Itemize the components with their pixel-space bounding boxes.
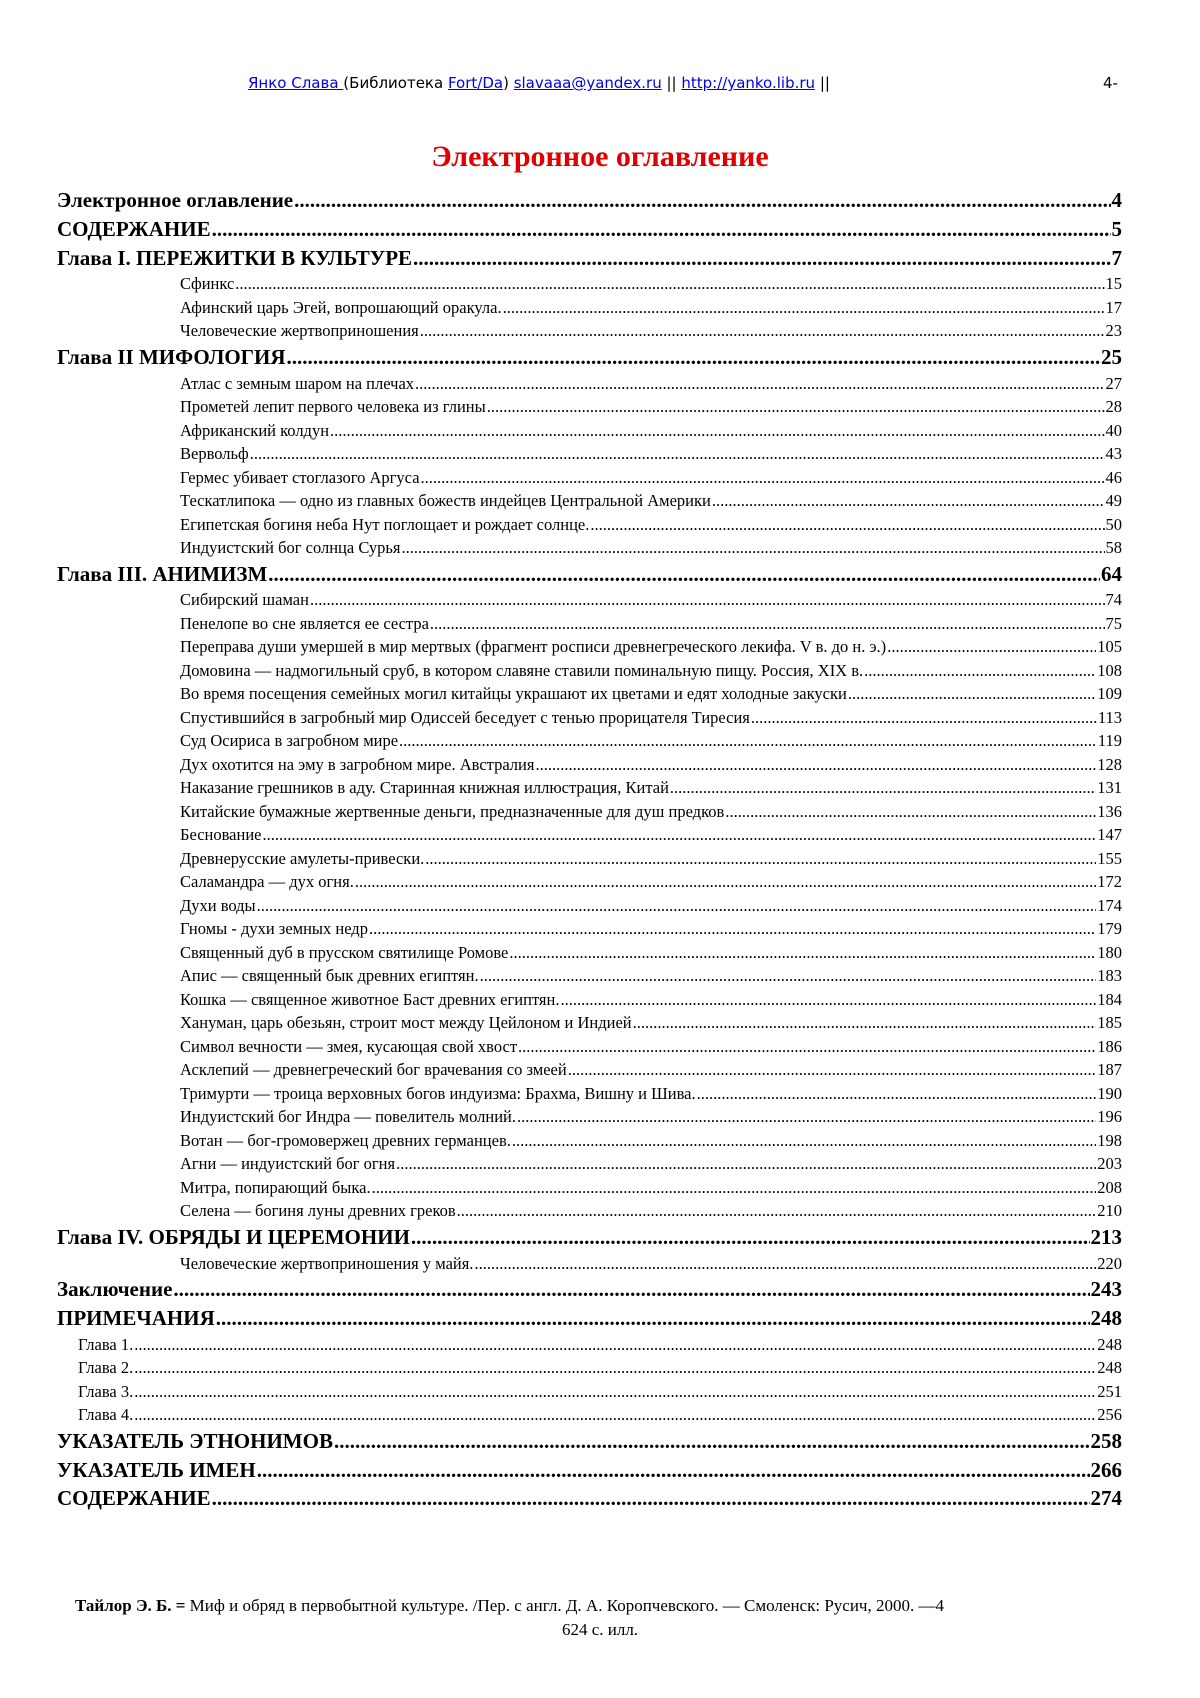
toc-entry[interactable] <box>57 635 1122 659</box>
toc-entry[interactable] <box>57 1356 1122 1380</box>
toc-entry[interactable] <box>57 1304 1122 1333</box>
toc-entry-page: 258 <box>1090 1428 1122 1453</box>
toc-entry-title: Глава 3. <box>78 1381 134 1401</box>
toc-dot-leader <box>712 489 1105 513</box>
toc-entry-title: Индуистский бог солнца Сурья <box>180 538 401 558</box>
toc-entry-title: УКАЗАТЕЛЬ ИМЕН <box>57 1457 256 1482</box>
toc-dot-leader <box>396 1152 1096 1176</box>
toc-entry-page: 187 <box>1097 1060 1122 1080</box>
toc-dot-leader <box>590 513 1104 537</box>
toc-dot-leader <box>355 870 1096 894</box>
toc-entry-page: 27 <box>1105 373 1122 393</box>
toc-entry[interactable] <box>57 847 1122 871</box>
toc-entry[interactable] <box>57 1199 1122 1223</box>
toc-entry[interactable] <box>57 917 1122 941</box>
toc-entry-title: Прометей лепит первого человека из глины <box>180 397 486 417</box>
toc-entry-page: 220 <box>1097 1253 1122 1273</box>
toc-dot-leader <box>216 1304 1090 1333</box>
library-label-close: ) <box>503 74 514 92</box>
toc-entry-title: Электронное оглавление <box>57 188 294 212</box>
toc-entry-page: 119 <box>1097 731 1122 751</box>
toc-entry-page: 203 <box>1097 1154 1122 1174</box>
toc-entry-title: Гермес убивает стоглазого Аргуса <box>180 467 420 487</box>
toc-dot-leader <box>369 917 1096 941</box>
toc-entry-page: 248 <box>1090 1306 1122 1331</box>
toc-dot-leader <box>263 823 1097 847</box>
toc-entry-page: 113 <box>1097 707 1122 727</box>
toc-entry-page: 274 <box>1090 1486 1122 1511</box>
toc-dot-leader <box>725 800 1096 824</box>
document-title: Электронное оглавление <box>431 140 769 173</box>
toc-entry-title: Заключение <box>57 1277 173 1302</box>
toc-entry-title: Глава IV. ОБРЯДЫ И ЦЕРЕМОНИИ <box>57 1224 410 1249</box>
toc-entry-page: 28 <box>1105 397 1122 417</box>
toc-entry-title: Кошка — священное животное Баст древних египтян. <box>180 989 560 1009</box>
toc-dot-leader <box>257 1456 1090 1485</box>
footer-citation: Миф и обряд в первобытной культуре. /Пер. с англ. Д. А. Коропчевского. — Смоленск: Русич, 2000. — <box>185 1596 936 1615</box>
toc-entry-page: 184 <box>1097 989 1122 1009</box>
toc-entry[interactable] <box>57 1058 1122 1082</box>
toc-entry-title: Человеческие жертвоприношения <box>180 321 419 341</box>
toc-entry-title: Гномы - духи земных недр <box>180 919 368 939</box>
toc-entry-page: 50 <box>1105 514 1122 534</box>
header-links-line <box>248 74 830 92</box>
toc-dot-leader <box>372 1176 1097 1200</box>
toc-dot-leader <box>212 1484 1090 1513</box>
toc-dot-leader <box>134 1403 1096 1427</box>
toc-entry[interactable] <box>57 823 1122 847</box>
toc-entry[interactable] <box>57 776 1122 800</box>
table-of-contents <box>57 186 1122 1513</box>
toc-entry-title: Глава I. ПЕРЕЖИТКИ В КУЛЬТУРЕ <box>57 245 413 270</box>
toc-entry-page: 179 <box>1097 919 1122 939</box>
toc-dot-leader <box>864 659 1096 683</box>
toc-entry-page: 248 <box>1097 1334 1122 1354</box>
toc-dot-leader <box>294 186 1110 215</box>
toc-entry-title: Спустившийся в загробный мир Одиссей беседует с тенью прорицателя Тиресия <box>180 707 750 727</box>
toc-entry-title: Афинский царь Эгей, вопрошающий оракула. <box>180 297 502 317</box>
toc-entry[interactable] <box>57 419 1122 443</box>
toc-entry[interactable] <box>57 1275 1122 1304</box>
toc-dot-leader <box>697 1082 1097 1106</box>
toc-entry[interactable] <box>57 1223 1122 1252</box>
toc-entry[interactable] <box>57 1333 1122 1357</box>
toc-dot-leader <box>474 1252 1096 1276</box>
toc-dot-leader <box>420 319 1105 343</box>
toc-entry-title: Символ вечности — змея, кусающая свой хвост <box>180 1036 518 1056</box>
toc-dot-leader <box>413 244 1110 273</box>
toc-entry-page: 198 <box>1097 1130 1122 1150</box>
toc-entry-title: Селена — богиня луны древних греков <box>180 1201 456 1221</box>
email-link[interactable]: slavaaa@yandex.ru <box>513 74 662 92</box>
toc-dot-leader <box>487 395 1105 419</box>
toc-entry[interactable] <box>57 964 1122 988</box>
toc-entry-page: 172 <box>1097 872 1122 892</box>
toc-entry-title: Агни — индуистский бог огня <box>180 1154 396 1174</box>
footer-author: Тайлор Э. Б. = <box>75 1596 186 1615</box>
toc-entry-title: Пенелопе во сне является ее сестра <box>180 613 429 633</box>
toc-entry-page: 75 <box>1105 613 1122 633</box>
toc-dot-leader <box>751 706 1097 730</box>
author-link[interactable]: Янко Слава <box>248 74 344 92</box>
library-link[interactable]: Fort/Da <box>447 74 504 92</box>
toc-entry-page: 108 <box>1097 660 1122 680</box>
toc-entry[interactable] <box>57 988 1122 1012</box>
toc-entry-page: 40 <box>1105 420 1122 440</box>
toc-entry-title: Вервольф <box>180 444 249 464</box>
toc-entry-title: Древнерусские амулеты-привески. <box>180 848 425 868</box>
toc-entry-page: 15 <box>1105 274 1122 294</box>
toc-entry-title: Беснование <box>180 825 262 845</box>
toc-entry-page: 210 <box>1097 1201 1122 1221</box>
toc-dot-leader <box>568 1058 1097 1082</box>
toc-dot-leader <box>310 588 1105 612</box>
toc-entry-title: Во время посещения семейных могил китайцы украшают их цветами и едят холодные закуски <box>180 684 847 704</box>
toc-entry-page: 147 <box>1097 825 1122 845</box>
toc-entry-title: УКАЗАТЕЛЬ ЭТНОНИМОВ <box>57 1428 333 1453</box>
toc-entry-title: Человеческие жертвоприношения у майя. <box>180 1253 474 1273</box>
toc-dot-leader <box>425 847 1096 871</box>
toc-entry-title: Тримурти — троица верховных богов индуизма: Брахма, Вишну и Шива. <box>180 1083 696 1103</box>
toc-dot-leader <box>421 466 1105 490</box>
toc-entry-page: 74 <box>1105 590 1122 610</box>
toc-entry[interactable] <box>57 1484 1122 1513</box>
toc-dot-leader <box>535 753 1096 777</box>
toc-dot-leader <box>134 1356 1096 1380</box>
toc-entry-title: Саламандра — дух огня. <box>180 872 354 892</box>
toc-entry-page: 183 <box>1097 966 1122 986</box>
toc-entry-title: СОДЕРЖАНИЕ <box>57 216 211 241</box>
toc-entry-page: 136 <box>1097 801 1122 821</box>
toc-dot-leader <box>334 1427 1090 1456</box>
toc-entry-title: Суд Осириса в загробном мире <box>180 731 399 751</box>
toc-dot-leader <box>330 419 1104 443</box>
toc-dot-leader <box>512 1129 1096 1153</box>
toc-entry[interactable] <box>57 215 1122 244</box>
toc-entry-title: Глава 2. <box>78 1358 134 1378</box>
toc-entry-page: 105 <box>1097 637 1122 657</box>
toc-entry-page: 23 <box>1105 321 1122 341</box>
toc-entry-page: 64 <box>1101 561 1122 586</box>
toc-entry-page: 25 <box>1101 344 1122 369</box>
toc-entry-title: Китайские бумажные жертвенные деньги, предназначенные для душ предков <box>180 801 725 821</box>
toc-entry-page: 174 <box>1097 895 1122 915</box>
toc-entry-title: Духи воды <box>180 895 256 915</box>
toc-entry-page: 155 <box>1097 848 1122 868</box>
library-label-open: (Библиотека <box>343 74 448 92</box>
toc-entry[interactable] <box>57 1011 1122 1035</box>
toc-entry-page: 17 <box>1105 297 1122 317</box>
toc-entry[interactable] <box>57 372 1122 396</box>
toc-entry[interactable] <box>57 1252 1122 1276</box>
toc-entry[interactable] <box>57 1380 1122 1404</box>
footer-pages-line: 624 с. илл. <box>561 1620 639 1639</box>
toc-entry[interactable] <box>57 343 1122 372</box>
toc-entry-page: 256 <box>1097 1405 1122 1425</box>
toc-entry-title: Наказание грешников в аду. Старинная книжная иллюстрация, Китай <box>180 778 669 798</box>
toc-dot-leader <box>235 272 1104 296</box>
toc-dot-leader <box>399 729 1097 753</box>
toc-entry-title: Домовина — надмогильный сруб, в котором славяне ставили поминальную пищу. Россия, XIX в. <box>180 660 864 680</box>
toc-entry[interactable] <box>57 941 1122 965</box>
toc-entry[interactable] <box>57 612 1122 636</box>
toc-entry[interactable] <box>57 272 1122 296</box>
toc-entry-page: 180 <box>1097 942 1122 962</box>
toc-entry-page: 186 <box>1097 1036 1122 1056</box>
toc-dot-leader <box>415 372 1104 396</box>
toc-entry-page: 43 <box>1105 444 1122 464</box>
toc-entry-page: 7 <box>1111 245 1122 270</box>
site-link[interactable]: http://yanko.lib.ru <box>681 74 816 92</box>
toc-entry[interactable] <box>57 659 1122 683</box>
toc-entry-title: Вотан — бог-громовержец древних германцев. <box>180 1130 511 1150</box>
header-page-number: 4- <box>1103 74 1118 92</box>
toc-entry[interactable] <box>57 706 1122 730</box>
toc-dot-leader <box>250 442 1105 466</box>
toc-entry-page: 213 <box>1090 1224 1122 1249</box>
toc-entry-title: Индуистский бог Индра — повелитель молний. <box>180 1107 516 1127</box>
toc-dot-leader <box>517 1105 1096 1129</box>
toc-dot-leader <box>173 1275 1089 1304</box>
toc-entry-page: 248 <box>1097 1358 1122 1378</box>
toc-entry-page: 196 <box>1097 1107 1122 1127</box>
toc-entry[interactable] <box>57 1403 1122 1427</box>
toc-dot-leader <box>560 988 1096 1012</box>
toc-dot-leader <box>212 215 1111 244</box>
toc-entry-title: Глава 1. <box>78 1334 134 1354</box>
toc-dot-leader <box>402 536 1105 560</box>
toc-dot-leader <box>411 1223 1090 1252</box>
toc-dot-leader <box>134 1380 1096 1404</box>
toc-entry-title: Священный дуб в прусском святилище Ромове <box>180 942 509 962</box>
toc-dot-leader <box>887 635 1096 659</box>
toc-dot-leader <box>480 964 1097 988</box>
toc-dot-leader <box>457 1199 1097 1223</box>
toc-entry-title: Апис — священный бык древних египтян. <box>180 966 479 986</box>
toc-entry[interactable] <box>57 466 1122 490</box>
toc-entry[interactable] <box>57 1082 1122 1106</box>
toc-entry[interactable] <box>57 800 1122 824</box>
toc-entry-page: 185 <box>1097 1013 1122 1033</box>
toc-dot-leader <box>134 1333 1096 1357</box>
toc-entry[interactable] <box>57 682 1122 706</box>
toc-entry-title: Дух охотится на эму в загробном мире. Австралия <box>180 754 535 774</box>
toc-dot-leader <box>287 343 1100 372</box>
toc-entry-page: 5 <box>1111 216 1122 241</box>
toc-entry-title: СОДЕРЖАНИЕ <box>57 1486 211 1511</box>
toc-entry[interactable] <box>57 1427 1122 1456</box>
toc-dot-leader <box>257 894 1097 918</box>
toc-entry[interactable] <box>57 1129 1122 1153</box>
toc-entry[interactable] <box>57 296 1122 320</box>
toc-entry-title: Тескатлипока — одно из главных божеств индейцев Центральной Америки <box>180 491 711 511</box>
toc-entry-title: Переправа души умершей в мир мертвых (фрагмент росписи древнегреческого лекифа. V в. до н. э.) <box>180 637 887 657</box>
page-header <box>0 74 1200 96</box>
toc-entry-page: 128 <box>1097 754 1122 774</box>
toc-entry[interactable] <box>57 513 1122 537</box>
toc-entry-title: Сфинкс <box>180 274 235 294</box>
toc-entry[interactable] <box>57 729 1122 753</box>
toc-entry-title: Атлас с земным шаром на плечах <box>180 373 415 393</box>
toc-entry-page: 266 <box>1090 1457 1122 1482</box>
toc-entry-page: 109 <box>1097 684 1122 704</box>
toc-dot-leader <box>633 1011 1097 1035</box>
toc-entry[interactable] <box>57 560 1122 589</box>
toc-entry[interactable] <box>57 753 1122 777</box>
toc-entry-title: Глава 4. <box>78 1405 134 1425</box>
toc-entry[interactable] <box>57 395 1122 419</box>
toc-entry-title: ПРИМЕЧАНИЯ <box>57 1306 215 1331</box>
toc-entry[interactable] <box>57 1035 1122 1059</box>
toc-entry[interactable] <box>57 186 1122 215</box>
toc-entry[interactable] <box>57 489 1122 513</box>
separator: || <box>815 74 830 92</box>
toc-entry[interactable] <box>57 1105 1122 1129</box>
footer-page-number: 4 <box>935 1596 944 1615</box>
toc-dot-leader <box>268 560 1100 589</box>
toc-entry[interactable] <box>57 442 1122 466</box>
toc-entry-page: 243 <box>1090 1277 1122 1302</box>
toc-dot-leader <box>518 1035 1096 1059</box>
toc-entry-page: 46 <box>1105 467 1122 487</box>
toc-entry[interactable] <box>57 536 1122 560</box>
toc-entry-title: Глава II МИФОЛОГИЯ <box>57 344 286 369</box>
toc-entry[interactable] <box>57 894 1122 918</box>
toc-entry-page: 58 <box>1105 538 1122 558</box>
separator: || <box>661 74 682 92</box>
toc-entry-title: Африканский колдун <box>180 420 330 440</box>
toc-entry-page: 131 <box>1097 778 1122 798</box>
toc-entry-page: 190 <box>1097 1083 1122 1103</box>
toc-dot-leader <box>503 296 1105 320</box>
toc-entry[interactable] <box>57 1176 1122 1200</box>
toc-entry-page: 251 <box>1097 1381 1122 1401</box>
toc-entry-page: 49 <box>1105 491 1122 511</box>
toc-entry[interactable] <box>57 1152 1122 1176</box>
toc-entry[interactable] <box>57 1456 1122 1485</box>
toc-entry[interactable] <box>57 244 1122 273</box>
toc-entry-title: Египетская богиня неба Нут поглощает и рождает солнце. <box>180 514 590 534</box>
toc-entry-title: Хануман, царь обезьян, строит мост между Цейлоном и Индией <box>180 1013 632 1033</box>
toc-entry-title: Митра, попирающий быка. <box>180 1177 371 1197</box>
toc-dot-leader <box>509 941 1096 965</box>
toc-dot-leader <box>430 612 1105 636</box>
toc-dot-leader <box>670 776 1096 800</box>
toc-entry[interactable] <box>57 319 1122 343</box>
toc-entry-page: 4 <box>1111 188 1122 212</box>
toc-dot-leader <box>848 682 1096 706</box>
toc-entry-title: Сибирский шаман <box>180 590 309 610</box>
toc-entry-page: 208 <box>1097 1177 1122 1197</box>
toc-entry-title: Глава III. АНИМИЗМ <box>57 561 268 586</box>
toc-entry[interactable] <box>57 870 1122 894</box>
footer-citation-line <box>75 1596 944 1616</box>
toc-entry-title: Асклепий — древнегреческий бог врачевания со змеей <box>180 1060 567 1080</box>
toc-entry[interactable] <box>57 588 1122 612</box>
